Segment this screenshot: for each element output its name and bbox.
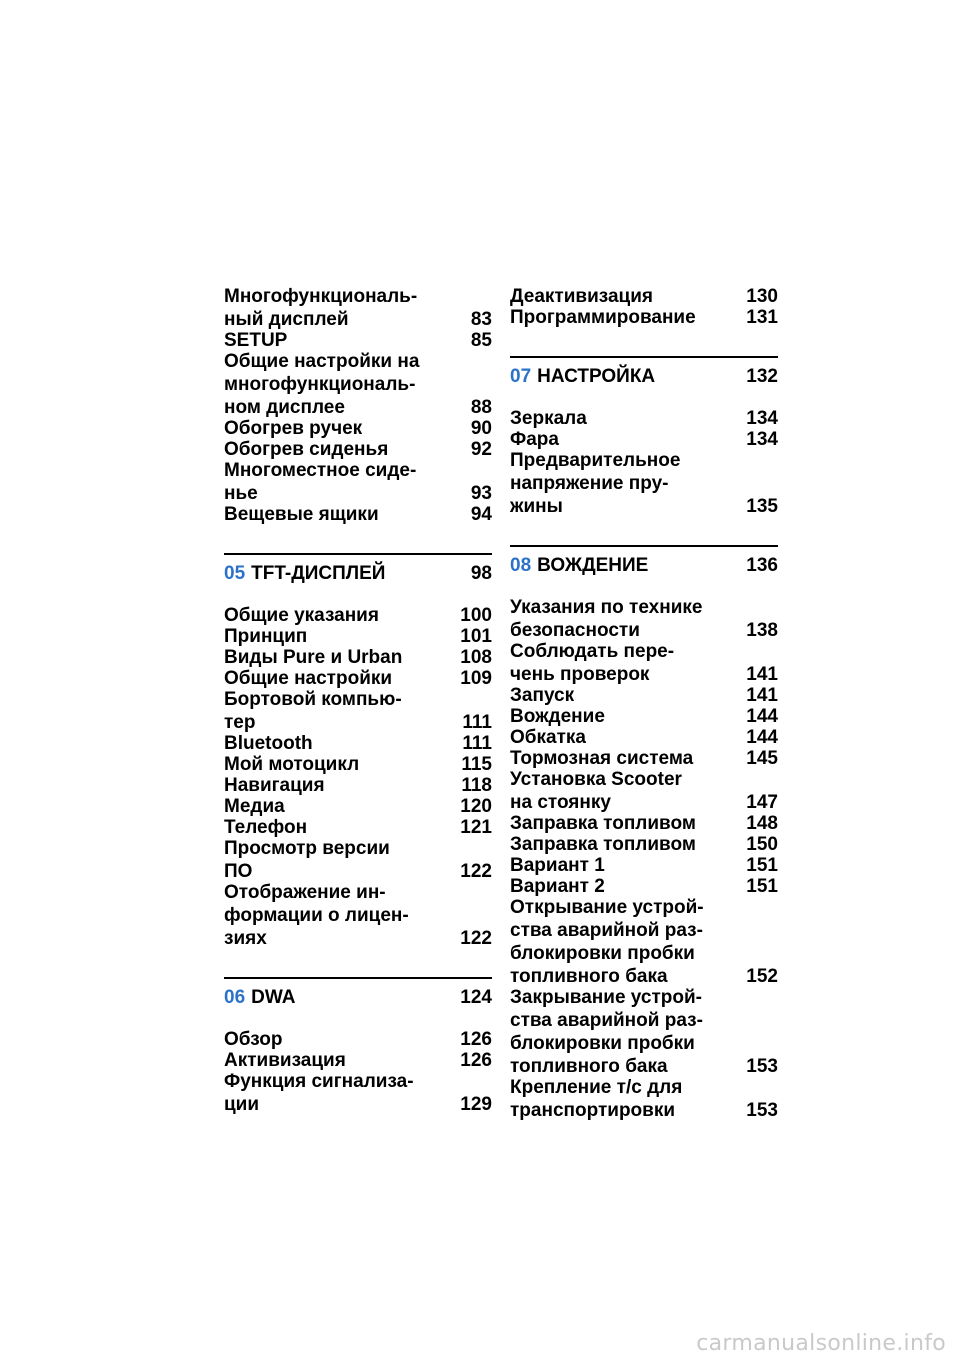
toc-entry-text: Обкатка (510, 727, 586, 748)
toc-entry-page: 134 (746, 429, 778, 450)
toc-entry-page: 93 (470, 483, 492, 504)
toc-entry-page: 92 (470, 439, 492, 460)
section-number: 06 (224, 987, 246, 1008)
toc-entry[interactable] (224, 1029, 492, 1050)
toc-entry-page: 130 (746, 286, 778, 307)
toc-entry-text: многофункциональ- (224, 374, 416, 395)
toc-entry[interactable] (224, 647, 492, 668)
toc-entry-text: Функция сигнализа- (224, 1071, 414, 1092)
toc-group (510, 408, 778, 517)
toc-entry-text: Фара (510, 429, 559, 450)
toc-entry[interactable] (510, 597, 778, 641)
toc-entry[interactable] (510, 641, 778, 685)
toc-entry-text: ПО (224, 861, 253, 882)
toc-entry-text: Вариант 2 (510, 876, 605, 897)
toc-entry-text: ный дисплей (224, 309, 349, 330)
toc-entry-text: Общие настройки (224, 668, 393, 689)
toc-entry-page: 131 (746, 307, 778, 328)
section-page: 124 (460, 987, 492, 1008)
section-page: 132 (746, 366, 778, 387)
section-title: TFT-ДИСПЛЕЙ (251, 563, 386, 584)
section-heading-06[interactable] (224, 977, 492, 1009)
toc-entry-text: топливного бака (510, 1056, 668, 1077)
toc-entry-text: Многофункциональ- (224, 286, 418, 307)
toc-entry-text: Указания по технике (510, 597, 703, 618)
toc-entry-page: 151 (746, 855, 778, 876)
toc-group (510, 286, 778, 328)
toc-entry[interactable] (510, 450, 778, 517)
toc-entry[interactable] (224, 286, 492, 330)
toc-entry-text: ции (224, 1094, 260, 1115)
toc-entry[interactable] (510, 897, 778, 987)
toc-entry-text: топливного бака (510, 966, 668, 987)
toc-entry-text: Медиа (224, 796, 285, 817)
toc-entry[interactable] (224, 817, 492, 838)
toc-entry-page: 118 (461, 775, 492, 796)
toc-entry-text: Вариант 1 (510, 855, 605, 876)
toc-entry[interactable] (510, 855, 778, 876)
toc-entry-text: безопасности (510, 620, 640, 641)
toc-entry-text: Обогрев ручек (224, 418, 363, 439)
toc-entry-text: Тормозная система (510, 748, 694, 769)
toc-entry-page: 150 (746, 834, 778, 855)
toc-entry[interactable] (224, 689, 492, 733)
section-heading-07[interactable] (510, 356, 778, 388)
toc-entry-page: 94 (470, 504, 492, 525)
toc-entry[interactable] (510, 876, 778, 897)
toc-entry-page: 126 (460, 1050, 492, 1071)
toc-entry-text: Навигация (224, 775, 325, 796)
toc-group (224, 605, 492, 949)
toc-entry-text: Крепление т/с для (510, 1077, 683, 1098)
toc-entry[interactable] (224, 796, 492, 817)
toc-entry-text: транспортировки (510, 1100, 676, 1121)
toc-entry[interactable] (224, 605, 492, 626)
toc-entry[interactable] (510, 987, 778, 1077)
toc-entry[interactable] (510, 727, 778, 748)
toc-entry[interactable] (510, 429, 778, 450)
toc-entry[interactable] (510, 307, 778, 328)
section-title: DWA (251, 987, 296, 1008)
section-page: 136 (746, 555, 778, 576)
toc-group (224, 286, 492, 525)
toc-entry-text: Деактивизация (510, 286, 653, 307)
toc-entry-text: Соблюдать пере- (510, 641, 675, 662)
toc-entry[interactable] (510, 748, 778, 769)
toc-entry-page: 141 (746, 685, 778, 706)
toc-entry-text: Bluetooth (224, 733, 313, 754)
section-title: НАСТРОЙКА (537, 366, 656, 387)
toc-entry-text: блокировки пробки (510, 1033, 695, 1054)
toc-entry-page: 144 (746, 706, 778, 727)
toc-entry[interactable] (510, 286, 778, 307)
toc-entry-page: 147 (746, 792, 778, 813)
section-heading-05[interactable] (224, 553, 492, 585)
toc-entry-page: 134 (746, 408, 778, 429)
toc-entry-text: жины (510, 496, 563, 517)
toc-entry[interactable] (224, 754, 492, 775)
section-number: 07 (510, 366, 532, 387)
toc-entry-text: Мой мотоцикл (224, 754, 360, 775)
toc-entry-text: Принцип (224, 626, 308, 647)
toc-entry-page: 145 (746, 748, 778, 769)
toc-entry-text: нье (224, 483, 258, 504)
toc-entry-page: 83 (470, 309, 492, 330)
toc-entry[interactable] (224, 838, 492, 882)
toc-entry[interactable] (224, 626, 492, 647)
toc-entry[interactable] (224, 330, 492, 351)
toc-entry-text: SETUP (224, 330, 288, 351)
toc-entry[interactable] (510, 1077, 778, 1121)
toc-entry-text: Вещевые ящики (224, 504, 379, 525)
toc-entry[interactable] (224, 1071, 492, 1115)
toc-entry-page: 126 (460, 1029, 492, 1050)
toc-entry-page: 109 (460, 668, 492, 689)
toc-entry-text: Отображение ин- (224, 882, 386, 903)
toc-entry[interactable] (224, 733, 492, 754)
toc-entry-text: Многоместное сиде- (224, 460, 417, 481)
toc-entry-page: 151 (746, 876, 778, 897)
watermark: carmanualsonline.info (696, 1331, 946, 1356)
toc-entry-text: чень проверок (510, 664, 650, 685)
toc-entry[interactable] (510, 769, 778, 813)
toc-entry[interactable] (224, 418, 492, 439)
toc-entry-page: 153 (746, 1100, 778, 1121)
toc-right-column (510, 286, 778, 1121)
toc-entry-page: 144 (746, 727, 778, 748)
toc-entry-page: 148 (746, 813, 778, 834)
toc-entry[interactable] (224, 504, 492, 525)
section-heading-08[interactable] (510, 545, 778, 577)
toc-entry-text: ном дисплее (224, 397, 345, 418)
section-title: ВОЖДЕНИЕ (537, 555, 649, 576)
toc-entry-page: 101 (460, 626, 492, 647)
toc-entry-text: зиях (224, 928, 267, 949)
toc-entry[interactable] (510, 834, 778, 855)
toc-entry[interactable] (224, 351, 492, 418)
toc-entry-text: Вождение (510, 706, 605, 727)
toc-entry-text: Телефон (224, 817, 308, 838)
toc-entry-page: 111 (462, 733, 492, 754)
toc-entry-text: тер (224, 712, 256, 733)
toc-entry-text: Предварительное (510, 450, 681, 471)
section-number: 05 (224, 563, 246, 584)
section-number: 08 (510, 555, 532, 576)
toc-entry-page: 111 (462, 712, 492, 733)
toc-entry-text: Общие указания (224, 605, 379, 626)
toc-entry-text: Зеркала (510, 408, 587, 429)
toc-entry-text: Обзор (224, 1029, 283, 1050)
toc-entry-page: 85 (470, 330, 492, 351)
toc-entry[interactable] (510, 685, 778, 706)
toc-entry[interactable] (224, 460, 492, 504)
toc-entry-page: 88 (470, 397, 492, 418)
toc-entry-text: Программирование (510, 307, 696, 328)
toc-entry-page: 122 (460, 928, 492, 949)
toc-entry[interactable] (224, 1050, 492, 1071)
toc-entry-text: Обогрев сиденья (224, 439, 389, 460)
toc-entry-page: 100 (460, 605, 492, 626)
toc-entry[interactable] (510, 408, 778, 429)
toc-entry[interactable] (224, 439, 492, 460)
toc-entry-page: 141 (746, 664, 778, 685)
toc-left-column (224, 286, 492, 1115)
toc-entry[interactable] (224, 668, 492, 689)
toc-entry-page: 90 (470, 418, 492, 439)
toc-entry[interactable] (510, 706, 778, 727)
toc-entry-text: на стоянку (510, 792, 611, 813)
toc-entry-text: ства аварийной раз- (510, 920, 703, 941)
toc-entry-text: Заправка топливом (510, 834, 696, 855)
toc-entry-page: 129 (460, 1094, 492, 1115)
toc-entry[interactable] (510, 813, 778, 834)
toc-entry-text: формации о лицен- (224, 905, 409, 926)
toc-entry-page: 120 (460, 796, 492, 817)
toc-entry-text: Запуск (510, 685, 575, 706)
toc-entry-text: ства аварийной раз- (510, 1010, 703, 1031)
toc-entry-text: Активизация (224, 1050, 346, 1071)
toc-entry-text: напряжение пру- (510, 473, 669, 494)
toc-group (224, 1029, 492, 1115)
section-page: 98 (470, 563, 492, 584)
toc-entry-text: Закрывание устрой- (510, 987, 702, 1008)
toc-entry-page: 153 (746, 1056, 778, 1077)
toc-entry-text: Виды Pure и Urban (224, 647, 403, 668)
toc-entry-page: 121 (460, 817, 492, 838)
toc-entry-text: Общие настройки на (224, 351, 420, 372)
toc-entry-text: Бортовой компью- (224, 689, 402, 710)
toc-entry-page: 152 (746, 966, 778, 987)
toc-entry-text: Просмотр версии (224, 838, 390, 859)
toc-entry-page: 135 (746, 496, 778, 517)
toc-entry-page: 138 (746, 620, 778, 641)
toc-entry-page: 108 (460, 647, 492, 668)
toc-entry[interactable] (224, 882, 492, 949)
toc-entry-page: 115 (461, 754, 492, 775)
toc-entry-page: 122 (460, 861, 492, 882)
toc-entry-text: Заправка топливом (510, 813, 696, 834)
toc-entry[interactable] (224, 775, 492, 796)
toc-entry-text: блокировки пробки (510, 943, 695, 964)
toc-entry-text: Установка Scooter (510, 769, 682, 790)
toc-entry-text: Открывание устрой- (510, 897, 704, 918)
toc-group (510, 597, 778, 1121)
